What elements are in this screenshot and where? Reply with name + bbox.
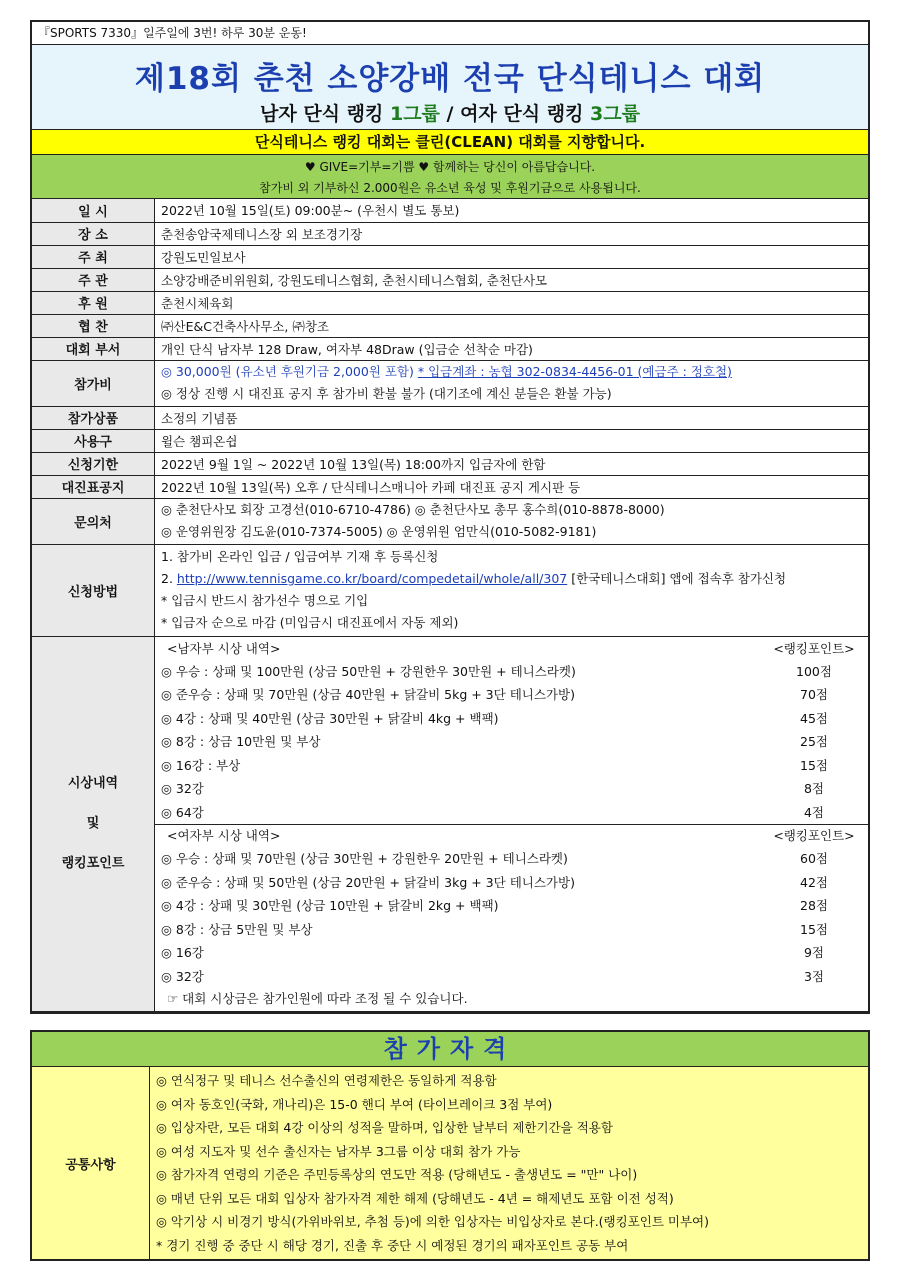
women-prize-row <box>161 894 862 918</box>
fee-amount: ◎ 30,000원 (유소년 후원기금 2,000원 포함) <box>161 364 418 379</box>
give-line-2: 참가비 외 기부하신 2.000원은 유소년 육성 및 후원기금으로 사용됩니다. <box>259 181 641 195</box>
men-prize-row <box>161 801 862 825</box>
label-division: 대회 부서 <box>32 337 155 360</box>
apply-link[interactable]: http://www.tennisgame.co.kr/board/compedetail/whole/all/307 <box>176 571 568 586</box>
row-apply <box>32 544 868 636</box>
row-division <box>32 337 868 360</box>
fee-account-link[interactable]: * 입금계좌 : 농협 302-0834-4456-01 (예금주 : 정호철) <box>417 364 732 379</box>
apply-line-4: * 입금자 순으로 마감 (미입금시 대진표에서 자동 제외) <box>161 615 459 630</box>
value-apply <box>155 544 869 636</box>
men-prize-title: <남자부 시상 내역> <box>167 640 281 656</box>
row-date <box>32 199 868 222</box>
prize-description: ◎ 4강 : 상패 및 30만원 (상금 10만원 + 닭갈비 2kg + 백팩) <box>161 898 499 913</box>
prizes-label-3: 랭킹포인트 <box>61 855 125 871</box>
label-host: 주 최 <box>32 245 155 268</box>
value-sponsor: 춘천시체육회 <box>155 291 869 314</box>
prize-description: ◎ 우승 : 상패 및 100만원 (상금 50만원 + 강원한우 30만원 + 테니스라켓) <box>161 663 576 679</box>
apply-line-3: * 입금시 반드시 참가선수 명으로 기입 <box>161 593 369 608</box>
women-points-title: <랭킹포인트> <box>773 828 855 843</box>
prizes-label-1: 시상내역 <box>67 775 119 791</box>
qualification-list <box>150 1067 868 1259</box>
prize-description: ◎ 준우승 : 상패 및 70만원 (상금 40만원 + 닭갈비 5kg + 3단 테니스가방) <box>161 687 575 702</box>
title-box <box>32 45 868 130</box>
prize-description: ◎ 4강 : 상패 및 40만원 (상금 30만원 + 닭갈비 4kg + 백팩) <box>161 710 499 726</box>
label-sponsor: 후 원 <box>32 291 155 314</box>
qualification-item: * 경기 진행 중 중단 시 해당 경기, 진출 후 중단 시 예정된 경기의 패자포인트 공동 부여 <box>156 1237 629 1253</box>
qualification-item: ◎ 여자 동호인(국화, 개나리)은 15-0 핸디 부여 (타이브레이크 3점 부여) <box>156 1096 553 1112</box>
value-gift: 소정의 기념품 <box>155 406 869 429</box>
info-table <box>32 199 868 1012</box>
row-deadline <box>32 452 868 475</box>
men-prize-row <box>161 660 862 684</box>
contact-line-2: ◎ 운영위원장 김도윤(010-7374-5005) ◎ 운영위원 엄만식(010-5082-9181) <box>161 524 597 539</box>
qualification-body <box>32 1067 868 1259</box>
prizes-label-2: 및 <box>86 815 100 831</box>
women-prize-list <box>161 847 862 988</box>
qualification-label: 공통사항 <box>32 1067 150 1259</box>
qualification-item: ◎ 악기상 시 비경기 방식(가위바위보, 추첨 등)에 의한 입상자는 비입상자로 본다.(랭킹포인트 미부여) <box>156 1214 709 1229</box>
row-contact <box>32 498 868 544</box>
fee-line-1 <box>161 361 862 383</box>
ranking-points: 4점 <box>803 804 825 820</box>
slogan: 『SPORTS 7330』일주일에 3번! 하루 30분 운동! <box>32 22 868 45</box>
apply-line-1: 1. 참가비 온라인 입금 / 입금여부 기재 후 등록신청 <box>161 549 439 564</box>
prize-description: ◎ 8강 : 상금 10만원 및 부상 <box>161 734 321 749</box>
label-prizes <box>32 636 155 1012</box>
ranking-points: 42점 <box>800 874 828 890</box>
value-prizes <box>155 636 869 1012</box>
value-place: 춘천송암국제테니스장 외 보조경기장 <box>155 222 869 245</box>
ranking-points: 60점 <box>800 851 828 866</box>
label-ball: 사용구 <box>32 429 155 452</box>
apply-step-2-tail: [한국테니스대회] 앱에 접속후 참가신청 <box>567 571 787 586</box>
value-ball: 윌슨 챔피온쉽 <box>155 429 869 452</box>
value-date: 2022년 10월 15일(토) 09:00분~ (우천시 별도 통보) <box>155 199 869 222</box>
prize-description: ◎ 우승 : 상패 및 70만원 (상금 30만원 + 강원한우 20만원 + 테니스라켓) <box>161 851 568 866</box>
women-prize-row <box>161 941 862 965</box>
label-gift: 참가상품 <box>32 406 155 429</box>
women-prize-row <box>161 918 862 942</box>
men-prize-row <box>161 754 862 778</box>
label-date: 일 시 <box>32 199 155 222</box>
row-organizer <box>32 268 868 291</box>
value-organizer: 소양강배준비위원회, 강원도테니스협회, 춘천시테니스협회, 춘천단사모 <box>155 268 869 291</box>
men-points-title: <랭킹포인트> <box>773 640 855 656</box>
row-draw <box>32 475 868 498</box>
women-prize-header <box>161 825 862 847</box>
row-host <box>32 245 868 268</box>
label-place: 장 소 <box>32 222 155 245</box>
qualification-item: ◎ 연식정구 및 테니스 선수출신의 연령제한은 동일하게 적용함 <box>156 1073 497 1088</box>
value-deadline: 2022년 9월 1일 ~ 2022년 10월 13일(목) 18:00까지 입금자에 한함 <box>155 452 869 475</box>
value-division: 개인 단식 남자부 128 Draw, 여자부 48Draw (입금순 선착순 마감) <box>155 337 869 360</box>
qualification-item: ◎ 매년 단위 모든 대회 입상자 참가자격 제한 해제 (당해년도 - 4년 = 해제년도 포함 이전 성적) <box>156 1190 674 1206</box>
qualification-item: ◎ 여성 지도자 및 선수 출신자는 남자부 3그룹 이상 대회 참가 가능 <box>156 1143 521 1159</box>
qualification-title: 참가자격 <box>32 1032 868 1067</box>
qualification-item: ◎ 입상자란, 모든 대회 4강 이상의 성적을 말하며, 입상한 날부터 제한기간을 적용함 <box>156 1120 613 1135</box>
qualification-section <box>30 1030 870 1261</box>
row-fee <box>32 360 868 406</box>
page-subtitle <box>32 99 868 126</box>
prize-description: ◎ 64강 <box>161 804 204 820</box>
ranking-points: 100점 <box>796 663 832 679</box>
label-contact: 문의처 <box>32 498 155 544</box>
row-support <box>32 314 868 337</box>
subtitle-part-d: 3그룹 <box>590 103 640 125</box>
subtitle-part-a: 남자 단식 랭킹 <box>260 103 390 125</box>
men-prize-row <box>161 683 862 707</box>
women-prize-row <box>161 847 862 871</box>
women-prize-row <box>161 871 862 895</box>
row-sponsor <box>32 291 868 314</box>
prize-description: ◎ 16강 <box>161 945 204 960</box>
subtitle-part-c: / 여자 단식 랭킹 <box>439 103 591 125</box>
men-prize-list <box>161 660 862 825</box>
men-prize-header <box>161 638 862 660</box>
ranking-points: 8점 <box>803 781 825 796</box>
men-prize-row <box>161 730 862 754</box>
apply-line-2 <box>161 568 862 590</box>
label-apply: 신청방법 <box>32 544 155 636</box>
value-host: 강원도민일보사 <box>155 245 869 268</box>
women-prize-row <box>161 965 862 989</box>
ranking-points: 15점 <box>800 757 828 773</box>
men-prize-row <box>161 707 862 731</box>
prize-description: ◎ 준우승 : 상패 및 50만원 (상금 20만원 + 닭갈비 3kg + 3단 테니스가방) <box>161 874 575 890</box>
label-fee: 참가비 <box>32 360 155 406</box>
ranking-points: 3점 <box>803 968 825 984</box>
fee-line-2: ◎ 정상 진행 시 대진표 공지 후 참가비 환불 불가 (대기조에 계신 분들은 환불 가능) <box>161 386 612 401</box>
label-draw: 대진표공지 <box>32 475 155 498</box>
women-prize-title: <여자부 시상 내역> <box>167 828 281 843</box>
contact-line-1: ◎ 춘천단사모 회장 고경선(010-6710-4786) ◎ 춘천단사모 총무 홍수희(010-8878-8000) <box>161 502 665 517</box>
row-ball <box>32 429 868 452</box>
value-fee <box>155 360 869 406</box>
value-contact <box>155 498 869 544</box>
prize-description: ◎ 16강 : 부상 <box>161 757 241 773</box>
apply-step-2: 2. <box>161 571 177 586</box>
label-organizer: 주 관 <box>32 268 155 291</box>
row-gift <box>32 406 868 429</box>
tournament-notice <box>30 20 870 1014</box>
qualification-item: ◎ 참가자격 연령의 기준은 주민등록상의 연도만 적용 (당해년도 - 출생년도 = "만" 나이) <box>156 1167 638 1182</box>
ranking-points: 45점 <box>800 710 828 726</box>
ranking-points: 25점 <box>800 734 828 749</box>
prize-description: ◎ 8강 : 상금 5만원 및 부상 <box>161 921 313 937</box>
prize-note: ☞ 대회 시상금은 참가인원에 따라 조정 될 수 있습니다. <box>167 991 468 1006</box>
ranking-points: 15점 <box>800 921 828 937</box>
value-support: ㈜산E&C건축사사무소, ㈜창조 <box>155 314 869 337</box>
row-place <box>32 222 868 245</box>
men-prize-row <box>161 777 862 801</box>
ranking-points: 9점 <box>803 945 825 960</box>
label-support: 협 찬 <box>32 314 155 337</box>
label-deadline: 신청기한 <box>32 452 155 475</box>
clean-banner: 단식테니스 랭킹 대회는 클린(CLEAN) 대회를 지향합니다. <box>32 130 868 155</box>
page-title: 제18회 춘천 소양강배 전국 단식테니스 대회 <box>134 61 766 97</box>
give-line-1: ♥ GIVE=기부=기쁨 ♥ 함께하는 당신이 아름답습니다. <box>304 160 596 174</box>
prize-description: ◎ 32강 <box>161 781 204 796</box>
row-prizes <box>32 636 868 1012</box>
give-banner <box>32 155 868 199</box>
prize-description: ◎ 32강 <box>161 968 204 984</box>
ranking-points: 70점 <box>800 687 828 702</box>
ranking-points: 28점 <box>800 898 828 913</box>
subtitle-part-b: 1그룹 <box>389 103 440 125</box>
value-draw: 2022년 10월 13일(목) 오후 / 단식테니스매니아 카페 대진표 공지 게시판 등 <box>155 475 869 498</box>
